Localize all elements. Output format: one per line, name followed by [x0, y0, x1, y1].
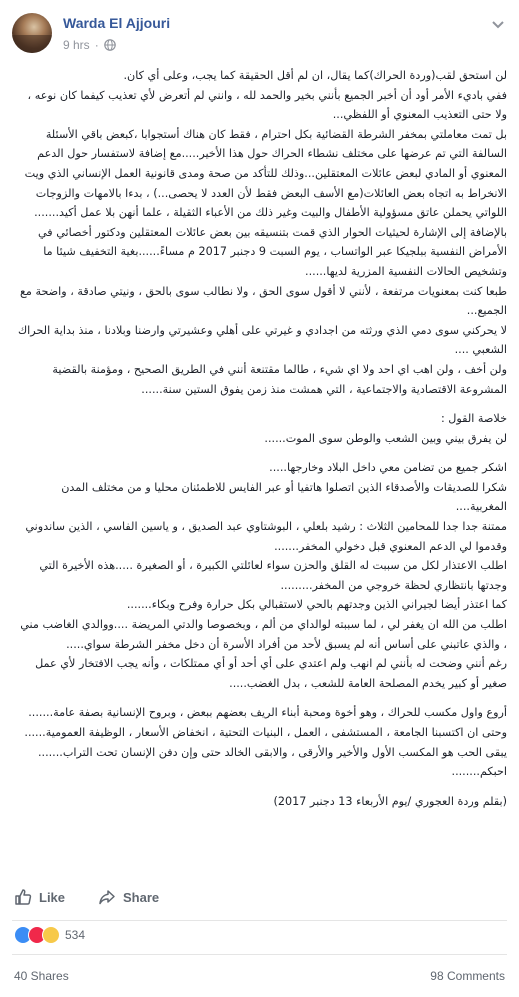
post-paragraph	[14, 399, 507, 409]
post-paragraph	[14, 693, 507, 703]
reactions-summary[interactable]	[14, 926, 85, 944]
post-text	[14, 66, 507, 868]
sad-reaction-icon	[42, 926, 60, 944]
shares-count-link[interactable]: 40 Shares	[14, 969, 69, 983]
post-paragraph: اشكر جميع من تضامن معي داخل البلاد وخارجها.....	[269, 461, 507, 475]
author-avatar[interactable]	[12, 13, 52, 53]
post-paragraph: لن استحق لقب(وردة الحراك)كما يقال، ان لم أقل الحقيقة كما يجب، وعلى أي كان.	[123, 69, 507, 82]
post-paragraph: بل تمت معاملتي بمخفر الشرطة القضائية بكل احترام ، فقط كان هناك أستجوابا ،كبعض باقي الأسئلة السالفة التي تم عرضها على مختلف نشطاء الحراك حول هذا الأخير.....مع إضافة لاستفسار حول الدعم المعنوي أو المادي لبعض عائلات المعتقلين...وذلك للتأكد من صحة ومدى قانونية العمل الإنساني الذي ويت الانخراط به اتجاه بعض العائلات(مع الأسف البعض فقط لأن العدد لا يحصى...) ، بدءا بالامهات والزوجات اللواتي يحملن عاتق مسؤولية الأطفال والبيت وغير ذلك من الأعباء الثقيلة ، علما أنهن بلا عمل أكيد.......	[24, 127, 507, 220]
post-paragraph: وحتى ان اكتسبنا الجامعة ، المستشفى ، العمل ، البنيات التحتية ، انخفاض الأسعار ، الوظيفة العمومية......	[24, 726, 507, 739]
meta-separator: ·	[94, 38, 99, 52]
thumbs-up-icon	[14, 888, 32, 906]
post-paragraph: بالإضافة إلى الإشارة لحيثيات الحوار الذي قمت بتنسيقه بين بعض عائلات المعتقلين ودكتور أخصائي في الأمراض النفسية ببلجيكا عبر الواتساب ، يوم السبت 9 دجنبر 2017 م مساءً......بغية التخفيف شيئا ما وتشخيص الحالات النفسية المزرية لديها......	[37, 225, 507, 278]
post-paragraph: ففي باديء الأمر أود أن أخبر الجميع بأنني بخير والحمد لله ، وانني لم أتعرض لأي تعذيب كيفما كان نوعه ، ولا حتى التعذيب المعنوي أو اللفظي...	[27, 88, 507, 122]
post-paragraph: خلاصة القول :	[440, 412, 507, 426]
post-paragraph: (بقلم وردة العجوري /يوم الأربعاء 13 دجنبر 2017)	[273, 794, 507, 808]
divider	[12, 920, 507, 921]
share-arrow-icon	[98, 888, 116, 906]
post-paragraph: كما اعتذر أيضا لجيراني الذين وجدتهم بالحي لاستقبالي بكل حرارة وفرح وبكاء.......	[126, 598, 507, 612]
post-paragraph: لا يحركني سوى دمي الذي ورثته من اجدادي و غيرتي على أهلي وعشيرتي وارضنا وبلادنا ، منذ بداية الحراك الشعبي ....	[17, 323, 507, 357]
globe-icon[interactable]	[104, 39, 116, 51]
reaction-count: 534	[65, 928, 86, 942]
post-header	[0, 0, 519, 64]
post-actions	[0, 874, 519, 920]
post-paragraph: أروع واول مكسب للحراك ، وهو أخوة ومحبة أبناء الريف بعضهم ببعض ، وبروح الإنسانية بصفة عامة.......	[28, 706, 507, 720]
like-label: Like	[39, 889, 66, 905]
divider	[12, 954, 507, 955]
post-paragraph: ولن أخف ، ولن اهب اي احد ولا اي شيء ، طالما مقتنعة أنني في الطريق الصحيح ، ومؤمنة بالقضية المشروعة الاقتصادية والاجتماعية ، التي همشت منذ زمن يفوق الستين سنة......	[52, 362, 507, 396]
post-paragraph: شكرا للصديقات والأصدقاء الذين اتصلوا هاتفيا أو عبر الفايس للاطمئنان محليا و من مختلف المدن المغربية....	[61, 480, 507, 514]
post-paragraph: اطلب الاعتذار لكل من سببت له القلق والحزن سواء لعائلتي الكبيرة ، أو الصغيرة .....هذه الأخيرة التي وجدتها بانتظاري لحظة خروجي من المخفر.........	[39, 559, 507, 592]
post-paragraph: يبقى الحب هو المكسب الأول والأخير والأرقى ، والابقى الخالد حتى وإن دفن الإنسان تحت التراب.......	[37, 745, 507, 759]
share-button[interactable]	[98, 888, 159, 906]
comments-count-link[interactable]: 98 Comments	[430, 969, 505, 983]
post-paragraph	[14, 782, 507, 792]
post-meta	[63, 38, 116, 52]
post-paragraph: ممتنة جدا جدا للمحامين الثلاث : رشيد بلعلي ، البوشتاوي عبد الصديق ، و ياسين الفاسي ، الذين ساندوني وقدموا لي الدعم المعنوي قبل دخولي المخفر.......	[25, 520, 507, 553]
chevron-down-icon[interactable]	[491, 17, 505, 27]
post-footer	[0, 956, 519, 997]
author-name-link[interactable]: Warda El Ajjouri	[63, 15, 171, 31]
post-timestamp[interactable]: 9 hrs	[63, 38, 90, 52]
like-button[interactable]	[14, 888, 65, 906]
post-paragraph: اطلب من الله ان يغفر لي ، لما سببته لوالداي من ألم ، وبخصوصا والدتي المريضة ....ووالدي الغاضب مني ، والذي عاتبني على أساس أنه لم يسبق لأحد من أفراد الأسرة أن دخل مخفر الشرطة سواي.....	[20, 618, 507, 651]
share-label: Share	[123, 889, 160, 905]
post-paragraph: طبعا كنت بمعنويات مرتفعة ، لأنني لا أقول سوى الحق ، ولا نطالب سوى بالحق ، ونيتي صادقة ، واضحة مع الجميع...	[19, 284, 507, 318]
post-paragraph	[14, 448, 507, 458]
post-paragraph: لن يفرق بيني وبين الشعب والوطن سوى الموت......	[264, 431, 507, 445]
post-paragraph: احبكم........	[451, 765, 507, 779]
post-paragraph: رغم أنني وضحت له بأنني لم انهب ولم اعتدي على أي أحد أو أي ممتلكات ، وأنه يجب الافتخار لأي عمل صغير أو كبير يخدم المصلحة العامة للشعب ، بدل الغضب.....	[35, 657, 507, 690]
